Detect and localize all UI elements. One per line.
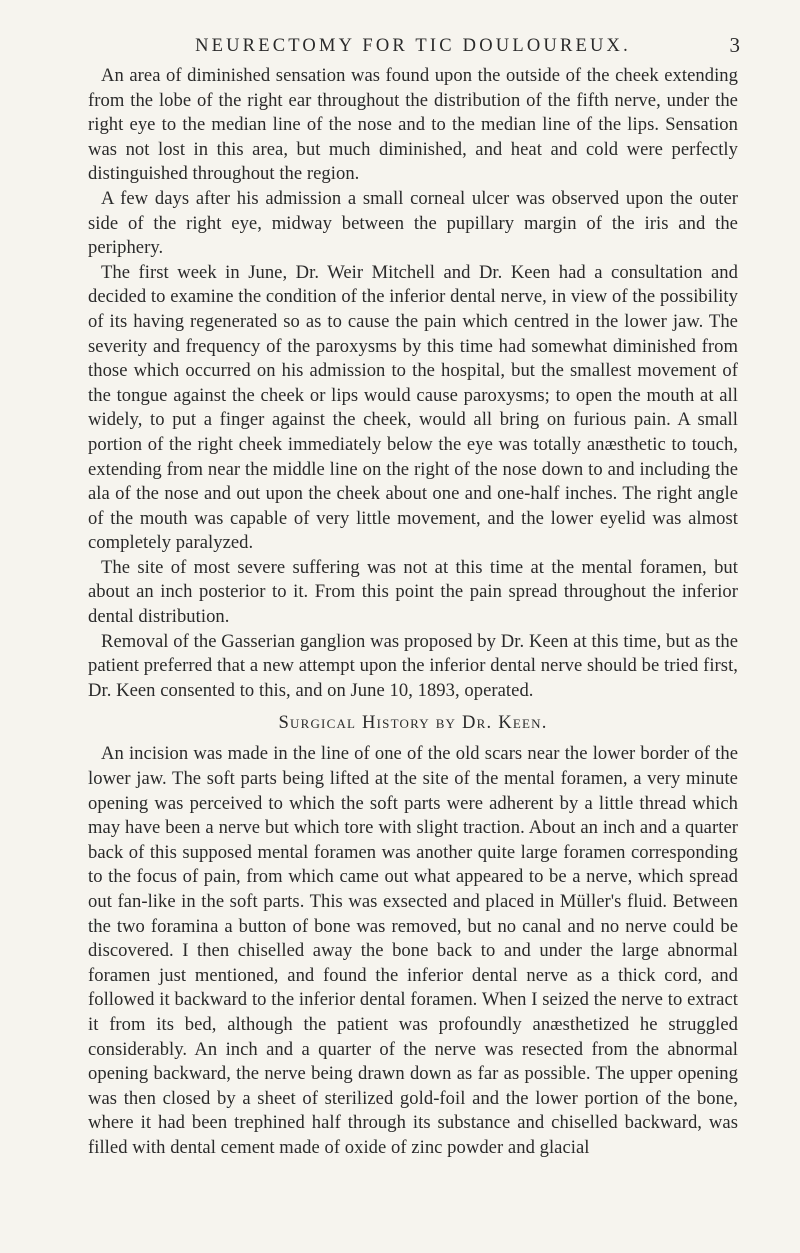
paragraph: Removal of the Gasserian ganglion was proposed by Dr. Keen at this time, but as the patient preferred that a new attempt upon the inferior dental nerve should be tried first, Dr. Keen consented to this, and on June 10, 1893, operated. <box>88 630 738 701</box>
running-head <box>88 0 738 64</box>
paragraph: The site of most severe suffering was not at this time at the mental foramen, but about an inch posterior to it. From this point the pain spread throughout the inferior dental distribution. <box>88 556 738 628</box>
section-heading: Surgical History by Dr. Keen. <box>278 712 548 734</box>
paragraph: The first week in June, Dr. Weir Mitchell and Dr. Keen had a consultation and decided to examine the condition of the inferior dental nerve, in view of the possibility of its having regenerated so as to cause the pain which centred in the lower jaw. The severity and frequency of the paroxysms by this time had somewhat diminished from those which occurred on his admission to the hospital, but the smallest movement of the tongue against the cheek or lips would cause paroxysms; to open the mouth at all widely, to put a finger against the cheek, would all bring on furious pain. A small portion of the right cheek immediately below the eye was totally anæsthetic to touch, extending from near the middle line on the right of the nose down to and including the ala of the nose and out upon the cheek about one and one-half inches. The right angle of the mouth was capable of very little movement, and the lower eyelid was almost completely paralyzed. <box>88 261 738 554</box>
paragraph: An incision was made in the line of one of the old scars near the lower border of the lower jaw. The soft parts being lifted at the site of the mental foramen, a very minute opening was perceived to which the soft parts were adherent by a little thread which may have been a nerve but which tore with slight traction. About an inch and a quarter back of this supposed mental foramen was another quite large foramen corresponding to the focus of pain, from which came out what appeared to be a nerve, which spread out fan-like in the soft parts. This was exsected and placed in Müller's fluid. Between the two foramina a button of bone was removed, but no canal and no nerve could be discovered. I then chiselled away the bone back to and under the large abnormal foramen just mentioned, and found the inferior dental nerve as a thick cord, and followed it backward to the inferior dental foramen. When I seized the nerve to extract it from its bed, although the patient was profoundly anæsthetized he struggled considerably. An inch and a quarter of the nerve was resected from the abnormal opening backward, the nerve being drawn down as far as possible. The upper opening was then closed by a sheet of sterilized gold-foil and the lower portion of the bone, where it had been trephined half through its substance and chiselled backward, was filled with dental cement made of oxide of zinc powder and glacial <box>88 743 738 1158</box>
page-number: 3 <box>729 33 740 57</box>
body-text <box>88 64 738 1161</box>
paragraph: A few days after his admission a small corneal ulcer was observed upon the outer side of the right eye, midway between the pupillary margin of the iris and the periphery. <box>88 187 738 259</box>
running-title: NEURECTOMY FOR TIC DOULOUREUX. <box>195 36 631 56</box>
paragraph: An area of diminished sensation was found upon the outside of the cheek extending from the lobe of the right ear throughout the distribution of the fifth nerve, under the right eye to the median line of the nose and to the median line of the lips. Sensation was not lost in this area, but much diminished, and heat and cold were perfectly distinguished throughout the region. <box>88 65 738 185</box>
